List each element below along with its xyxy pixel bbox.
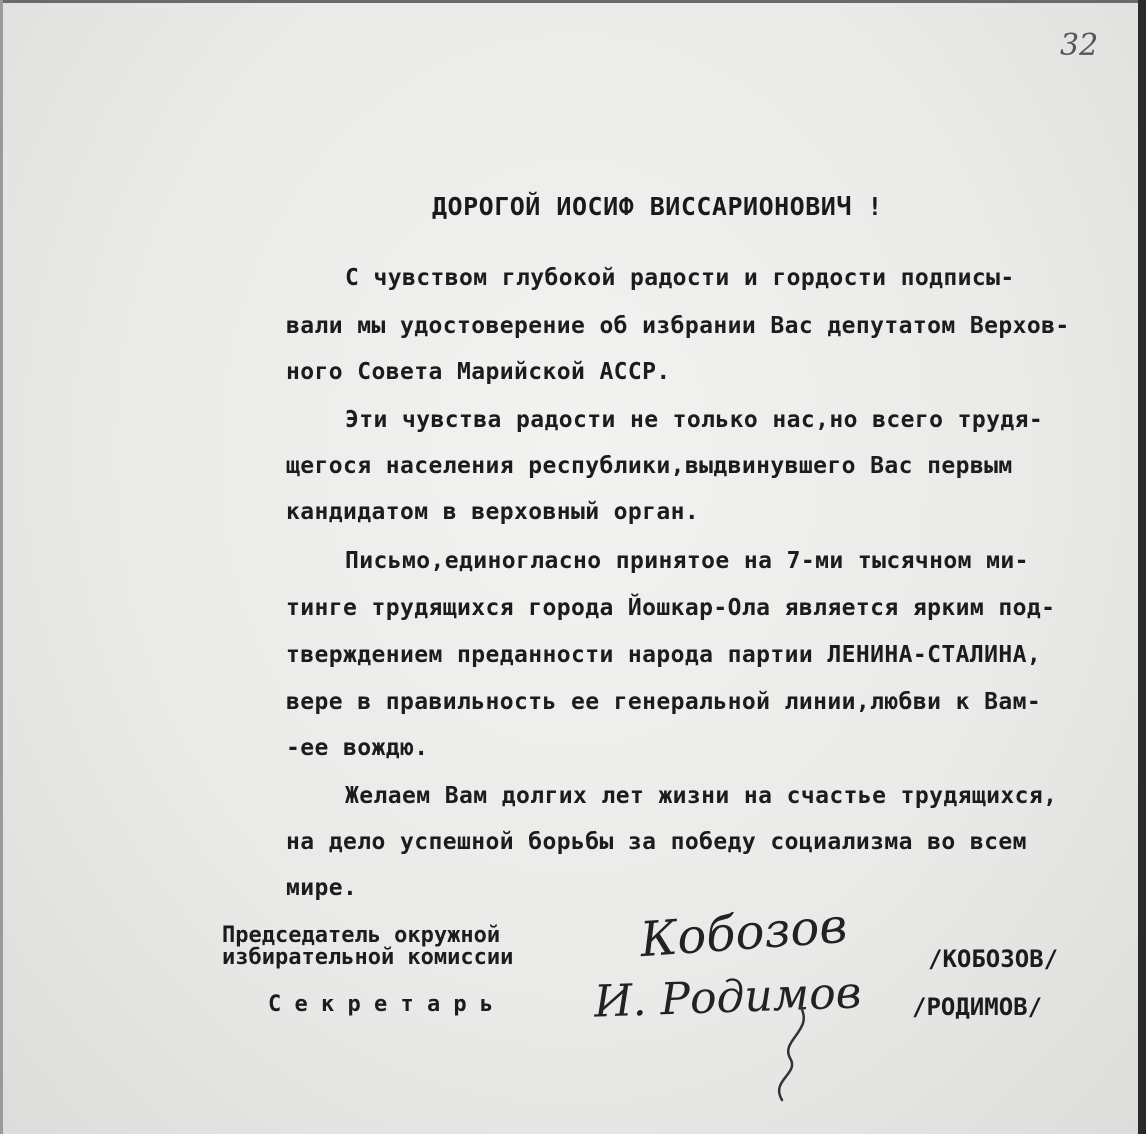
chairman-signature: Кобозов	[638, 897, 849, 969]
body-line: тверждением преданности народа партии ЛЕНИНА-СТАЛИНА,	[286, 642, 1042, 668]
chairman-role-line2: избирательной комиссии	[222, 945, 514, 970]
scan-edge-right	[1138, 0, 1146, 1134]
body-line: тинге трудящихся города Йошкар-Ола является ярким под-	[286, 595, 1056, 621]
body-line: на дело успешной борьбы за победу социализма во всем	[286, 829, 1027, 855]
scan-edge-top	[0, 0, 1146, 3]
scan-edge-left	[0, 0, 3, 1134]
body-line: Письмо,единогласно принятое на 7-ми тысячном ми-	[345, 548, 1029, 574]
body-line: С чувством глубокой радости и гордости подписы-	[345, 265, 1015, 291]
chairman-name: /КОБОЗОВ/	[928, 945, 1059, 973]
signature-flourish	[760, 1000, 840, 1110]
secretary-signature: И. Родимов	[593, 967, 863, 1028]
body-line: Эти чувства радости не только нас,но всего трудя-	[345, 407, 1044, 433]
body-line: щегося населения республики,выдвинувшего Вас первым	[286, 453, 1013, 479]
letter-salutation: ДОРОГОЙ ИОСИФ ВИССАРИОНОВИЧ !	[432, 192, 883, 221]
body-line: -ее вождю.	[286, 735, 429, 761]
secretary-name: /РОДИМОВ/	[912, 993, 1043, 1021]
body-line: кандидатом в верховный орган.	[286, 499, 700, 525]
secretary-role: С е к р е т а р ь	[268, 992, 494, 1017]
body-line: вали мы удостоверение об избрании Вас депутатом Верхов-	[286, 313, 1070, 339]
body-line: вере в правильность ее генеральной линии,любви к Вам-	[286, 689, 1042, 715]
page-number: 32	[1060, 28, 1099, 63]
body-line: Желаем Вам долгих лет жизни на счастье трудящихся,	[345, 783, 1058, 809]
chairman-role-line1: Председатель окружной	[222, 923, 501, 948]
body-line: ного Совета Марийской АССР.	[286, 359, 671, 385]
body-line: мире.	[286, 875, 358, 901]
